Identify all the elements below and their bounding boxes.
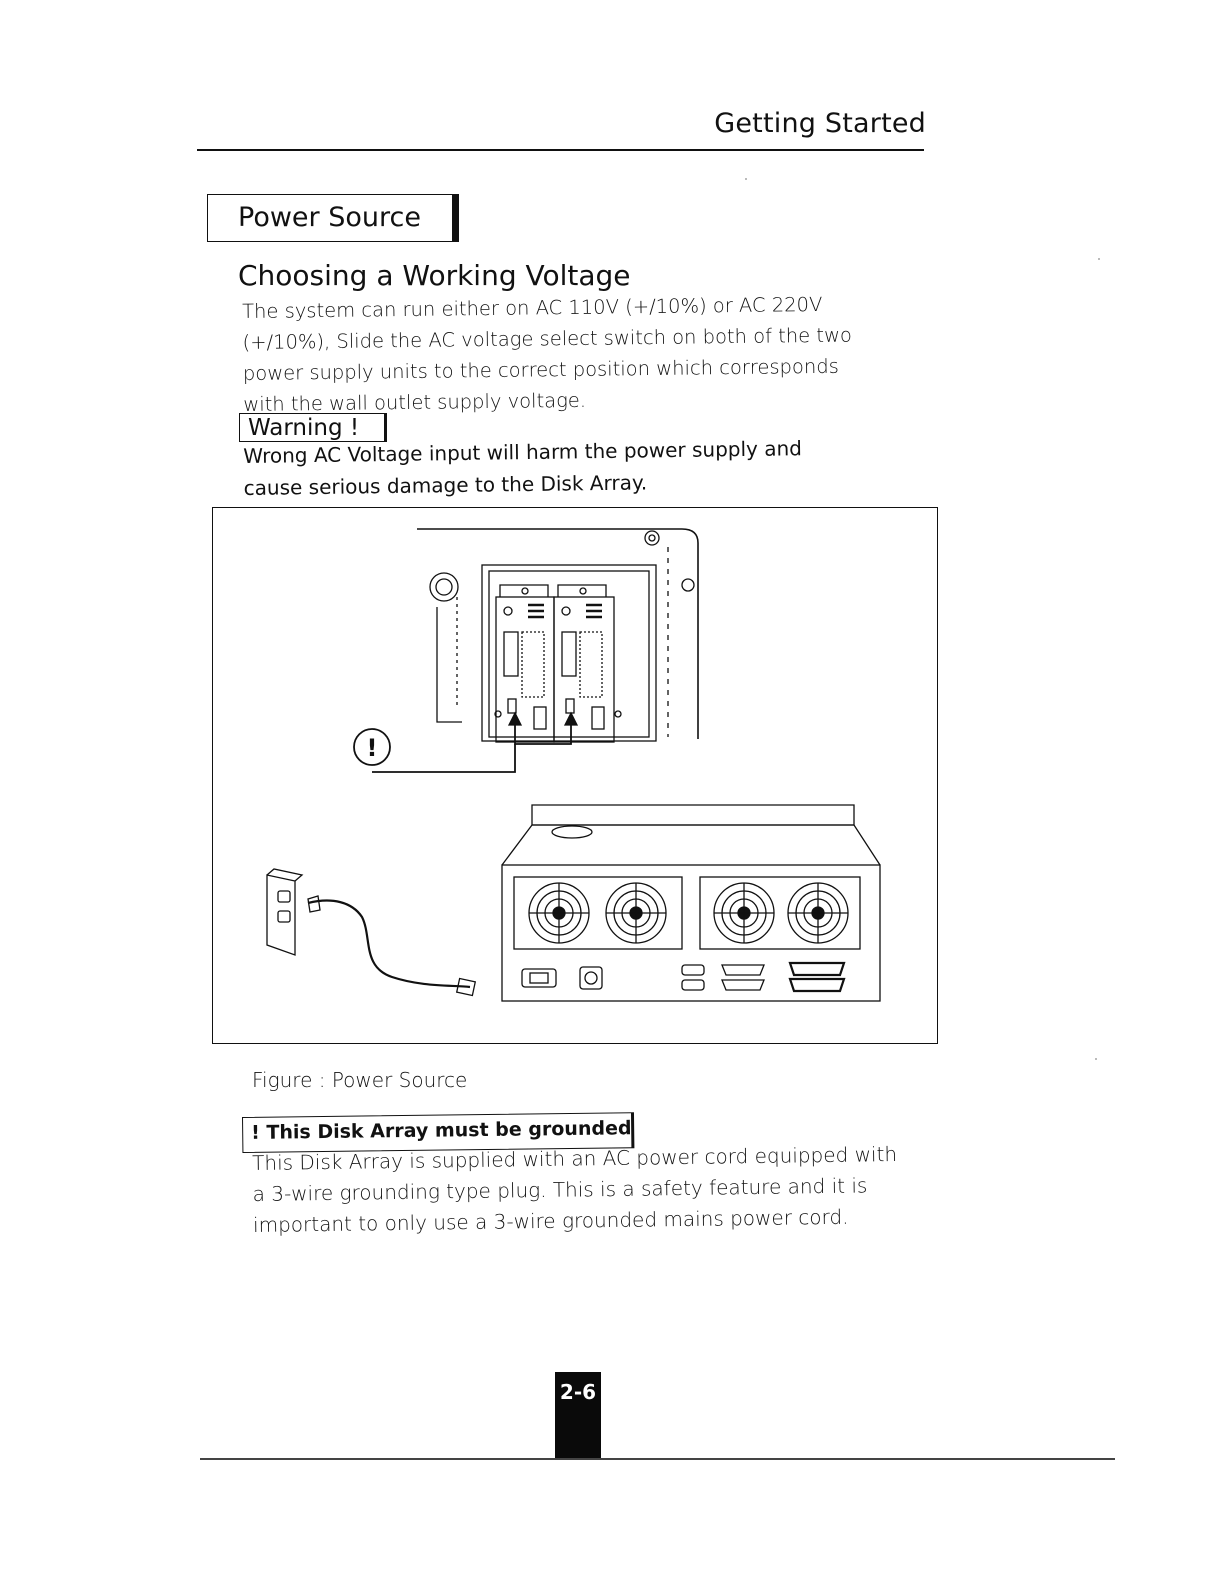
grounding-line: important to only use a 3-wire grounded mains power cord. [252,1204,849,1237]
header-rule [197,149,924,151]
scan-speck [1098,258,1100,260]
footer-rule [200,1458,1115,1460]
intro-line: power supply units to the correct position which corresponds [242,354,839,385]
power-source-figure [212,507,938,1044]
psu-unit-right [554,585,621,742]
section-title: Power Source [207,194,459,242]
running-header: Getting Started [714,108,926,139]
fan-4 [788,883,848,943]
subsection-heading: Choosing a Working Voltage [238,259,631,292]
intro-line: The system can run either on AC 110V (+/10%) or AC 220V [242,292,823,323]
wall-outlet-illustration [267,869,475,996]
scan-speck [745,178,747,180]
warning-line: cause serious damage to the Disk Array. [243,470,648,500]
grounding-line: a 3-wire grounding type plug. This is a safety feature and it is [252,1173,868,1206]
psu-unit-left [495,585,554,742]
intro-line: (+/10%), Slide the AC voltage select switch on both of the two [242,323,853,354]
callout-symbol: ! [366,734,378,762]
grounding-line: This Disk Array is supplied with an AC power cord equipped with [252,1141,898,1175]
psu-detail-illustration [354,529,698,772]
intro-paragraph [242,288,923,420]
grounding-label: ! This Disk Array must be grounded [242,1112,634,1153]
fan-1 [529,883,589,943]
grounding-paragraph [252,1138,943,1241]
scan-speck [1095,1058,1097,1060]
fan-2 [606,883,666,943]
warning-label: Warning ! [239,413,387,442]
intro-line: with the wall outlet supply voltage. [243,388,587,416]
fan-3 [714,883,774,943]
figure-caption: Figure : Power Source [252,1068,468,1092]
page-number-tab: 2-6 [555,1372,601,1460]
warning-line: Wrong AC Voltage input will harm the power supply and [243,436,803,468]
disk-array-illustration [502,805,880,1001]
warning-paragraph [243,431,924,504]
